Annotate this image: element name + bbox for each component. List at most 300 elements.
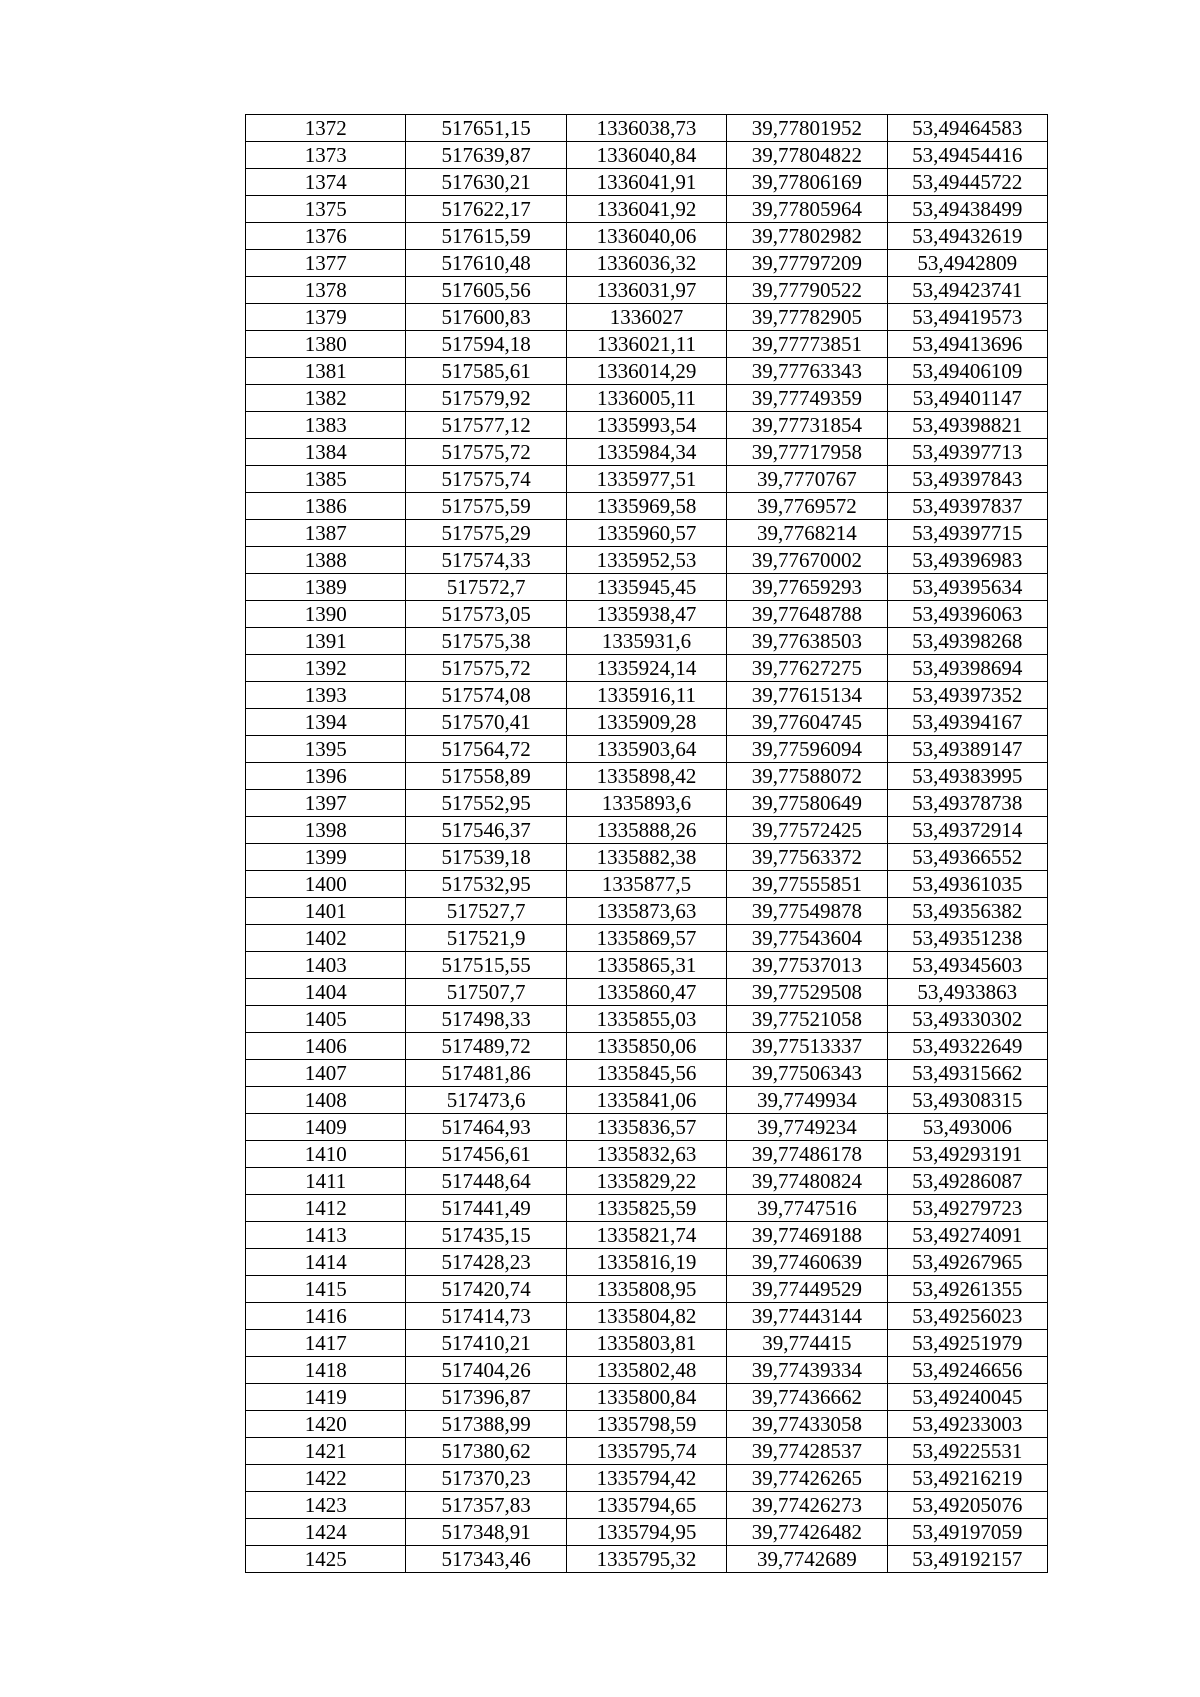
point-number-cell: 1408 xyxy=(246,1087,406,1114)
latitude-cell: 53,49372914 xyxy=(887,817,1047,844)
table-row xyxy=(246,142,1048,169)
y-coordinate-cell: 1336038,73 xyxy=(566,115,726,142)
latitude-cell: 53,49438499 xyxy=(887,196,1047,223)
point-number-cell: 1417 xyxy=(246,1330,406,1357)
longitude-cell: 39,77797209 xyxy=(727,250,887,277)
y-coordinate-cell: 1336040,06 xyxy=(566,223,726,250)
longitude-cell: 39,77580649 xyxy=(727,790,887,817)
x-coordinate-cell: 517575,59 xyxy=(406,493,566,520)
y-coordinate-cell: 1335808,95 xyxy=(566,1276,726,1303)
y-coordinate-cell: 1335882,38 xyxy=(566,844,726,871)
table-row xyxy=(246,655,1048,682)
longitude-cell: 39,77588072 xyxy=(727,763,887,790)
longitude-cell: 39,77443144 xyxy=(727,1303,887,1330)
x-coordinate-cell: 517605,56 xyxy=(406,277,566,304)
point-number-cell: 1421 xyxy=(246,1438,406,1465)
table-row xyxy=(246,763,1048,790)
latitude-cell: 53,49383995 xyxy=(887,763,1047,790)
y-coordinate-cell: 1335877,5 xyxy=(566,871,726,898)
latitude-cell: 53,49464583 xyxy=(887,115,1047,142)
y-coordinate-cell: 1335873,63 xyxy=(566,898,726,925)
table-row xyxy=(246,925,1048,952)
longitude-cell: 39,77790522 xyxy=(727,277,887,304)
longitude-cell: 39,77670002 xyxy=(727,547,887,574)
longitude-cell: 39,77549878 xyxy=(727,898,887,925)
y-coordinate-cell: 1335800,84 xyxy=(566,1384,726,1411)
latitude-cell: 53,49398694 xyxy=(887,655,1047,682)
x-coordinate-cell: 517507,7 xyxy=(406,979,566,1006)
table-row xyxy=(246,1357,1048,1384)
latitude-cell: 53,49401147 xyxy=(887,385,1047,412)
latitude-cell: 53,49205076 xyxy=(887,1492,1047,1519)
point-number-cell: 1374 xyxy=(246,169,406,196)
latitude-cell: 53,49361035 xyxy=(887,871,1047,898)
x-coordinate-cell: 517396,87 xyxy=(406,1384,566,1411)
latitude-cell: 53,49267965 xyxy=(887,1249,1047,1276)
latitude-cell: 53,49378738 xyxy=(887,790,1047,817)
x-coordinate-cell: 517572,7 xyxy=(406,574,566,601)
latitude-cell: 53,49398821 xyxy=(887,412,1047,439)
longitude-cell: 39,77428537 xyxy=(727,1438,887,1465)
point-number-cell: 1422 xyxy=(246,1465,406,1492)
y-coordinate-cell: 1336041,92 xyxy=(566,196,726,223)
point-number-cell: 1420 xyxy=(246,1411,406,1438)
y-coordinate-cell: 1335969,58 xyxy=(566,493,726,520)
longitude-cell: 39,7742689 xyxy=(727,1546,887,1573)
longitude-cell: 39,77426273 xyxy=(727,1492,887,1519)
table-row xyxy=(246,115,1048,142)
y-coordinate-cell: 1335993,54 xyxy=(566,412,726,439)
table-row xyxy=(246,1411,1048,1438)
latitude-cell: 53,49233003 xyxy=(887,1411,1047,1438)
point-number-cell: 1384 xyxy=(246,439,406,466)
x-coordinate-cell: 517575,72 xyxy=(406,655,566,682)
longitude-cell: 39,77749359 xyxy=(727,385,887,412)
y-coordinate-cell: 1336005,11 xyxy=(566,385,726,412)
x-coordinate-cell: 517404,26 xyxy=(406,1357,566,1384)
x-coordinate-cell: 517579,92 xyxy=(406,385,566,412)
point-number-cell: 1423 xyxy=(246,1492,406,1519)
x-coordinate-cell: 517489,72 xyxy=(406,1033,566,1060)
longitude-cell: 39,77436662 xyxy=(727,1384,887,1411)
point-number-cell: 1419 xyxy=(246,1384,406,1411)
latitude-cell: 53,49330302 xyxy=(887,1006,1047,1033)
latitude-cell: 53,493006 xyxy=(887,1114,1047,1141)
longitude-cell: 39,77426482 xyxy=(727,1519,887,1546)
point-number-cell: 1376 xyxy=(246,223,406,250)
latitude-cell: 53,49246656 xyxy=(887,1357,1047,1384)
y-coordinate-cell: 1335794,95 xyxy=(566,1519,726,1546)
longitude-cell: 39,77555851 xyxy=(727,871,887,898)
table-row xyxy=(246,1114,1048,1141)
y-coordinate-cell: 1335795,32 xyxy=(566,1546,726,1573)
x-coordinate-cell: 517651,15 xyxy=(406,115,566,142)
x-coordinate-cell: 517410,21 xyxy=(406,1330,566,1357)
x-coordinate-cell: 517420,74 xyxy=(406,1276,566,1303)
point-number-cell: 1373 xyxy=(246,142,406,169)
table-row xyxy=(246,331,1048,358)
y-coordinate-cell: 1335855,03 xyxy=(566,1006,726,1033)
x-coordinate-cell: 517414,73 xyxy=(406,1303,566,1330)
x-coordinate-cell: 517343,46 xyxy=(406,1546,566,1573)
longitude-cell: 39,77433058 xyxy=(727,1411,887,1438)
point-number-cell: 1385 xyxy=(246,466,406,493)
table-row xyxy=(246,1330,1048,1357)
x-coordinate-cell: 517473,6 xyxy=(406,1087,566,1114)
x-coordinate-cell: 517577,12 xyxy=(406,412,566,439)
x-coordinate-cell: 517594,18 xyxy=(406,331,566,358)
point-number-cell: 1380 xyxy=(246,331,406,358)
point-number-cell: 1414 xyxy=(246,1249,406,1276)
latitude-cell: 53,49397715 xyxy=(887,520,1047,547)
table-row xyxy=(246,898,1048,925)
point-number-cell: 1378 xyxy=(246,277,406,304)
y-coordinate-cell: 1335898,42 xyxy=(566,763,726,790)
table-row xyxy=(246,871,1048,898)
table-row xyxy=(246,493,1048,520)
longitude-cell: 39,77627275 xyxy=(727,655,887,682)
x-coordinate-cell: 517464,93 xyxy=(406,1114,566,1141)
point-number-cell: 1397 xyxy=(246,790,406,817)
table-row xyxy=(246,979,1048,1006)
x-coordinate-cell: 517388,99 xyxy=(406,1411,566,1438)
point-number-cell: 1390 xyxy=(246,601,406,628)
x-coordinate-cell: 517574,08 xyxy=(406,682,566,709)
latitude-cell: 53,49454416 xyxy=(887,142,1047,169)
longitude-cell: 39,77460639 xyxy=(727,1249,887,1276)
x-coordinate-cell: 517357,83 xyxy=(406,1492,566,1519)
x-coordinate-cell: 517539,18 xyxy=(406,844,566,871)
longitude-cell: 39,7747516 xyxy=(727,1195,887,1222)
table-row xyxy=(246,1168,1048,1195)
point-number-cell: 1381 xyxy=(246,358,406,385)
point-number-cell: 1392 xyxy=(246,655,406,682)
longitude-cell: 39,77717958 xyxy=(727,439,887,466)
latitude-cell: 53,49396983 xyxy=(887,547,1047,574)
y-coordinate-cell: 1335802,48 xyxy=(566,1357,726,1384)
y-coordinate-cell: 1335825,59 xyxy=(566,1195,726,1222)
x-coordinate-cell: 517585,61 xyxy=(406,358,566,385)
x-coordinate-cell: 517575,38 xyxy=(406,628,566,655)
y-coordinate-cell: 1335832,63 xyxy=(566,1141,726,1168)
point-number-cell: 1406 xyxy=(246,1033,406,1060)
table-row xyxy=(246,1492,1048,1519)
longitude-cell: 39,77543604 xyxy=(727,925,887,952)
x-coordinate-cell: 517564,72 xyxy=(406,736,566,763)
y-coordinate-cell: 1335865,31 xyxy=(566,952,726,979)
x-coordinate-cell: 517558,89 xyxy=(406,763,566,790)
table-row xyxy=(246,1141,1048,1168)
table-row xyxy=(246,1222,1048,1249)
y-coordinate-cell: 1335829,22 xyxy=(566,1168,726,1195)
point-number-cell: 1405 xyxy=(246,1006,406,1033)
latitude-cell: 53,49396063 xyxy=(887,601,1047,628)
latitude-cell: 53,49394167 xyxy=(887,709,1047,736)
x-coordinate-cell: 517615,59 xyxy=(406,223,566,250)
table-row xyxy=(246,196,1048,223)
longitude-cell: 39,7768214 xyxy=(727,520,887,547)
point-number-cell: 1375 xyxy=(246,196,406,223)
y-coordinate-cell: 1335924,14 xyxy=(566,655,726,682)
longitude-cell: 39,7769572 xyxy=(727,493,887,520)
point-number-cell: 1382 xyxy=(246,385,406,412)
y-coordinate-cell: 1335804,82 xyxy=(566,1303,726,1330)
latitude-cell: 53,49397352 xyxy=(887,682,1047,709)
y-coordinate-cell: 1335931,6 xyxy=(566,628,726,655)
point-number-cell: 1407 xyxy=(246,1060,406,1087)
x-coordinate-cell: 517552,95 xyxy=(406,790,566,817)
table-row xyxy=(246,1303,1048,1330)
point-number-cell: 1391 xyxy=(246,628,406,655)
x-coordinate-cell: 517515,55 xyxy=(406,952,566,979)
x-coordinate-cell: 517622,17 xyxy=(406,196,566,223)
table-row xyxy=(246,574,1048,601)
longitude-cell: 39,77782905 xyxy=(727,304,887,331)
latitude-cell: 53,49322649 xyxy=(887,1033,1047,1060)
table-row xyxy=(246,709,1048,736)
table-row xyxy=(246,358,1048,385)
x-coordinate-cell: 517441,49 xyxy=(406,1195,566,1222)
x-coordinate-cell: 517546,37 xyxy=(406,817,566,844)
latitude-cell: 53,49397837 xyxy=(887,493,1047,520)
longitude-cell: 39,77804822 xyxy=(727,142,887,169)
table-row xyxy=(246,1384,1048,1411)
point-number-cell: 1395 xyxy=(246,736,406,763)
latitude-cell: 53,49432619 xyxy=(887,223,1047,250)
point-number-cell: 1403 xyxy=(246,952,406,979)
point-number-cell: 1398 xyxy=(246,817,406,844)
table-row xyxy=(246,385,1048,412)
longitude-cell: 39,77449529 xyxy=(727,1276,887,1303)
longitude-cell: 39,77521058 xyxy=(727,1006,887,1033)
table-row xyxy=(246,223,1048,250)
x-coordinate-cell: 517575,72 xyxy=(406,439,566,466)
y-coordinate-cell: 1335794,42 xyxy=(566,1465,726,1492)
point-number-cell: 1410 xyxy=(246,1141,406,1168)
y-coordinate-cell: 1335836,57 xyxy=(566,1114,726,1141)
longitude-cell: 39,7749234 xyxy=(727,1114,887,1141)
table-row xyxy=(246,466,1048,493)
longitude-cell: 39,77659293 xyxy=(727,574,887,601)
x-coordinate-cell: 517639,87 xyxy=(406,142,566,169)
latitude-cell: 53,49197059 xyxy=(887,1519,1047,1546)
x-coordinate-cell: 517573,05 xyxy=(406,601,566,628)
longitude-cell: 39,77480824 xyxy=(727,1168,887,1195)
x-coordinate-cell: 517521,9 xyxy=(406,925,566,952)
point-number-cell: 1386 xyxy=(246,493,406,520)
point-number-cell: 1396 xyxy=(246,763,406,790)
longitude-cell: 39,77506343 xyxy=(727,1060,887,1087)
longitude-cell: 39,77802982 xyxy=(727,223,887,250)
table-row xyxy=(246,790,1048,817)
y-coordinate-cell: 1336041,91 xyxy=(566,169,726,196)
table-row xyxy=(246,169,1048,196)
x-coordinate-cell: 517575,74 xyxy=(406,466,566,493)
y-coordinate-cell: 1335903,64 xyxy=(566,736,726,763)
longitude-cell: 39,77638503 xyxy=(727,628,887,655)
x-coordinate-cell: 517600,83 xyxy=(406,304,566,331)
latitude-cell: 53,49216219 xyxy=(887,1465,1047,1492)
table-row xyxy=(246,1519,1048,1546)
x-coordinate-cell: 517574,33 xyxy=(406,547,566,574)
table-row xyxy=(246,1006,1048,1033)
latitude-cell: 53,49366552 xyxy=(887,844,1047,871)
point-number-cell: 1377 xyxy=(246,250,406,277)
point-number-cell: 1418 xyxy=(246,1357,406,1384)
table-row xyxy=(246,1060,1048,1087)
latitude-cell: 53,49351238 xyxy=(887,925,1047,952)
latitude-cell: 53,49419573 xyxy=(887,304,1047,331)
y-coordinate-cell: 1335952,53 xyxy=(566,547,726,574)
latitude-cell: 53,4942809 xyxy=(887,250,1047,277)
latitude-cell: 53,49398268 xyxy=(887,628,1047,655)
y-coordinate-cell: 1335888,26 xyxy=(566,817,726,844)
point-number-cell: 1394 xyxy=(246,709,406,736)
x-coordinate-cell: 517575,29 xyxy=(406,520,566,547)
table-row xyxy=(246,1087,1048,1114)
table-row xyxy=(246,1033,1048,1060)
longitude-cell: 39,77648788 xyxy=(727,601,887,628)
latitude-cell: 53,49389147 xyxy=(887,736,1047,763)
longitude-cell: 39,77731854 xyxy=(727,412,887,439)
longitude-cell: 39,77563372 xyxy=(727,844,887,871)
table-row xyxy=(246,304,1048,331)
x-coordinate-cell: 517435,15 xyxy=(406,1222,566,1249)
longitude-cell: 39,77439334 xyxy=(727,1357,887,1384)
y-coordinate-cell: 1335960,57 xyxy=(566,520,726,547)
table-row xyxy=(246,736,1048,763)
table-row xyxy=(246,682,1048,709)
x-coordinate-cell: 517570,41 xyxy=(406,709,566,736)
point-number-cell: 1402 xyxy=(246,925,406,952)
table-row xyxy=(246,412,1048,439)
longitude-cell: 39,77615134 xyxy=(727,682,887,709)
latitude-cell: 53,49423741 xyxy=(887,277,1047,304)
x-coordinate-cell: 517630,21 xyxy=(406,169,566,196)
x-coordinate-cell: 517428,23 xyxy=(406,1249,566,1276)
table-row xyxy=(246,1276,1048,1303)
coordinates-table xyxy=(245,114,1048,1573)
longitude-cell: 39,7770767 xyxy=(727,466,887,493)
x-coordinate-cell: 517610,48 xyxy=(406,250,566,277)
point-number-cell: 1393 xyxy=(246,682,406,709)
table-row xyxy=(246,601,1048,628)
latitude-cell: 53,49308315 xyxy=(887,1087,1047,1114)
table-row xyxy=(246,547,1048,574)
longitude-cell: 39,77529508 xyxy=(727,979,887,1006)
table-row xyxy=(246,1195,1048,1222)
point-number-cell: 1401 xyxy=(246,898,406,925)
y-coordinate-cell: 1335795,74 xyxy=(566,1438,726,1465)
point-number-cell: 1412 xyxy=(246,1195,406,1222)
latitude-cell: 53,49345603 xyxy=(887,952,1047,979)
latitude-cell: 53,49397713 xyxy=(887,439,1047,466)
point-number-cell: 1379 xyxy=(246,304,406,331)
longitude-cell: 39,77604745 xyxy=(727,709,887,736)
latitude-cell: 53,49225531 xyxy=(887,1438,1047,1465)
y-coordinate-cell: 1335945,45 xyxy=(566,574,726,601)
point-number-cell: 1387 xyxy=(246,520,406,547)
latitude-cell: 53,49274091 xyxy=(887,1222,1047,1249)
table-row xyxy=(246,520,1048,547)
table-row xyxy=(246,1465,1048,1492)
table-row xyxy=(246,1249,1048,1276)
y-coordinate-cell: 1336027 xyxy=(566,304,726,331)
document-page xyxy=(245,114,1047,1573)
y-coordinate-cell: 1335860,47 xyxy=(566,979,726,1006)
x-coordinate-cell: 517532,95 xyxy=(406,871,566,898)
longitude-cell: 39,77596094 xyxy=(727,736,887,763)
table-row xyxy=(246,817,1048,844)
x-coordinate-cell: 517498,33 xyxy=(406,1006,566,1033)
x-coordinate-cell: 517370,23 xyxy=(406,1465,566,1492)
longitude-cell: 39,77801952 xyxy=(727,115,887,142)
x-coordinate-cell: 517448,64 xyxy=(406,1168,566,1195)
y-coordinate-cell: 1335816,19 xyxy=(566,1249,726,1276)
latitude-cell: 53,49286087 xyxy=(887,1168,1047,1195)
y-coordinate-cell: 1335977,51 xyxy=(566,466,726,493)
y-coordinate-cell: 1335803,81 xyxy=(566,1330,726,1357)
table-row xyxy=(246,628,1048,655)
y-coordinate-cell: 1335798,59 xyxy=(566,1411,726,1438)
point-number-cell: 1404 xyxy=(246,979,406,1006)
longitude-cell: 39,77486178 xyxy=(727,1141,887,1168)
y-coordinate-cell: 1335916,11 xyxy=(566,682,726,709)
point-number-cell: 1415 xyxy=(246,1276,406,1303)
latitude-cell: 53,49397843 xyxy=(887,466,1047,493)
y-coordinate-cell: 1335845,56 xyxy=(566,1060,726,1087)
x-coordinate-cell: 517380,62 xyxy=(406,1438,566,1465)
latitude-cell: 53,49256023 xyxy=(887,1303,1047,1330)
y-coordinate-cell: 1335938,47 xyxy=(566,601,726,628)
y-coordinate-cell: 1335984,34 xyxy=(566,439,726,466)
longitude-cell: 39,77773851 xyxy=(727,331,887,358)
point-number-cell: 1411 xyxy=(246,1168,406,1195)
latitude-cell: 53,49279723 xyxy=(887,1195,1047,1222)
y-coordinate-cell: 1335821,74 xyxy=(566,1222,726,1249)
x-coordinate-cell: 517527,7 xyxy=(406,898,566,925)
point-number-cell: 1388 xyxy=(246,547,406,574)
latitude-cell: 53,49406109 xyxy=(887,358,1047,385)
point-number-cell: 1389 xyxy=(246,574,406,601)
table-row xyxy=(246,439,1048,466)
longitude-cell: 39,77537013 xyxy=(727,952,887,979)
longitude-cell: 39,77469188 xyxy=(727,1222,887,1249)
x-coordinate-cell: 517456,61 xyxy=(406,1141,566,1168)
latitude-cell: 53,49315662 xyxy=(887,1060,1047,1087)
longitude-cell: 39,77763343 xyxy=(727,358,887,385)
y-coordinate-cell: 1336014,29 xyxy=(566,358,726,385)
point-number-cell: 1383 xyxy=(246,412,406,439)
longitude-cell: 39,77572425 xyxy=(727,817,887,844)
longitude-cell: 39,77513337 xyxy=(727,1033,887,1060)
latitude-cell: 53,49240045 xyxy=(887,1384,1047,1411)
table-row xyxy=(246,1438,1048,1465)
y-coordinate-cell: 1335893,6 xyxy=(566,790,726,817)
y-coordinate-cell: 1336040,84 xyxy=(566,142,726,169)
y-coordinate-cell: 1335794,65 xyxy=(566,1492,726,1519)
y-coordinate-cell: 1336036,32 xyxy=(566,250,726,277)
table-row xyxy=(246,952,1048,979)
latitude-cell: 53,49192157 xyxy=(887,1546,1047,1573)
y-coordinate-cell: 1335869,57 xyxy=(566,925,726,952)
latitude-cell: 53,4933863 xyxy=(887,979,1047,1006)
y-coordinate-cell: 1335909,28 xyxy=(566,709,726,736)
point-number-cell: 1400 xyxy=(246,871,406,898)
y-coordinate-cell: 1335841,06 xyxy=(566,1087,726,1114)
x-coordinate-cell: 517481,86 xyxy=(406,1060,566,1087)
longitude-cell: 39,77805964 xyxy=(727,196,887,223)
